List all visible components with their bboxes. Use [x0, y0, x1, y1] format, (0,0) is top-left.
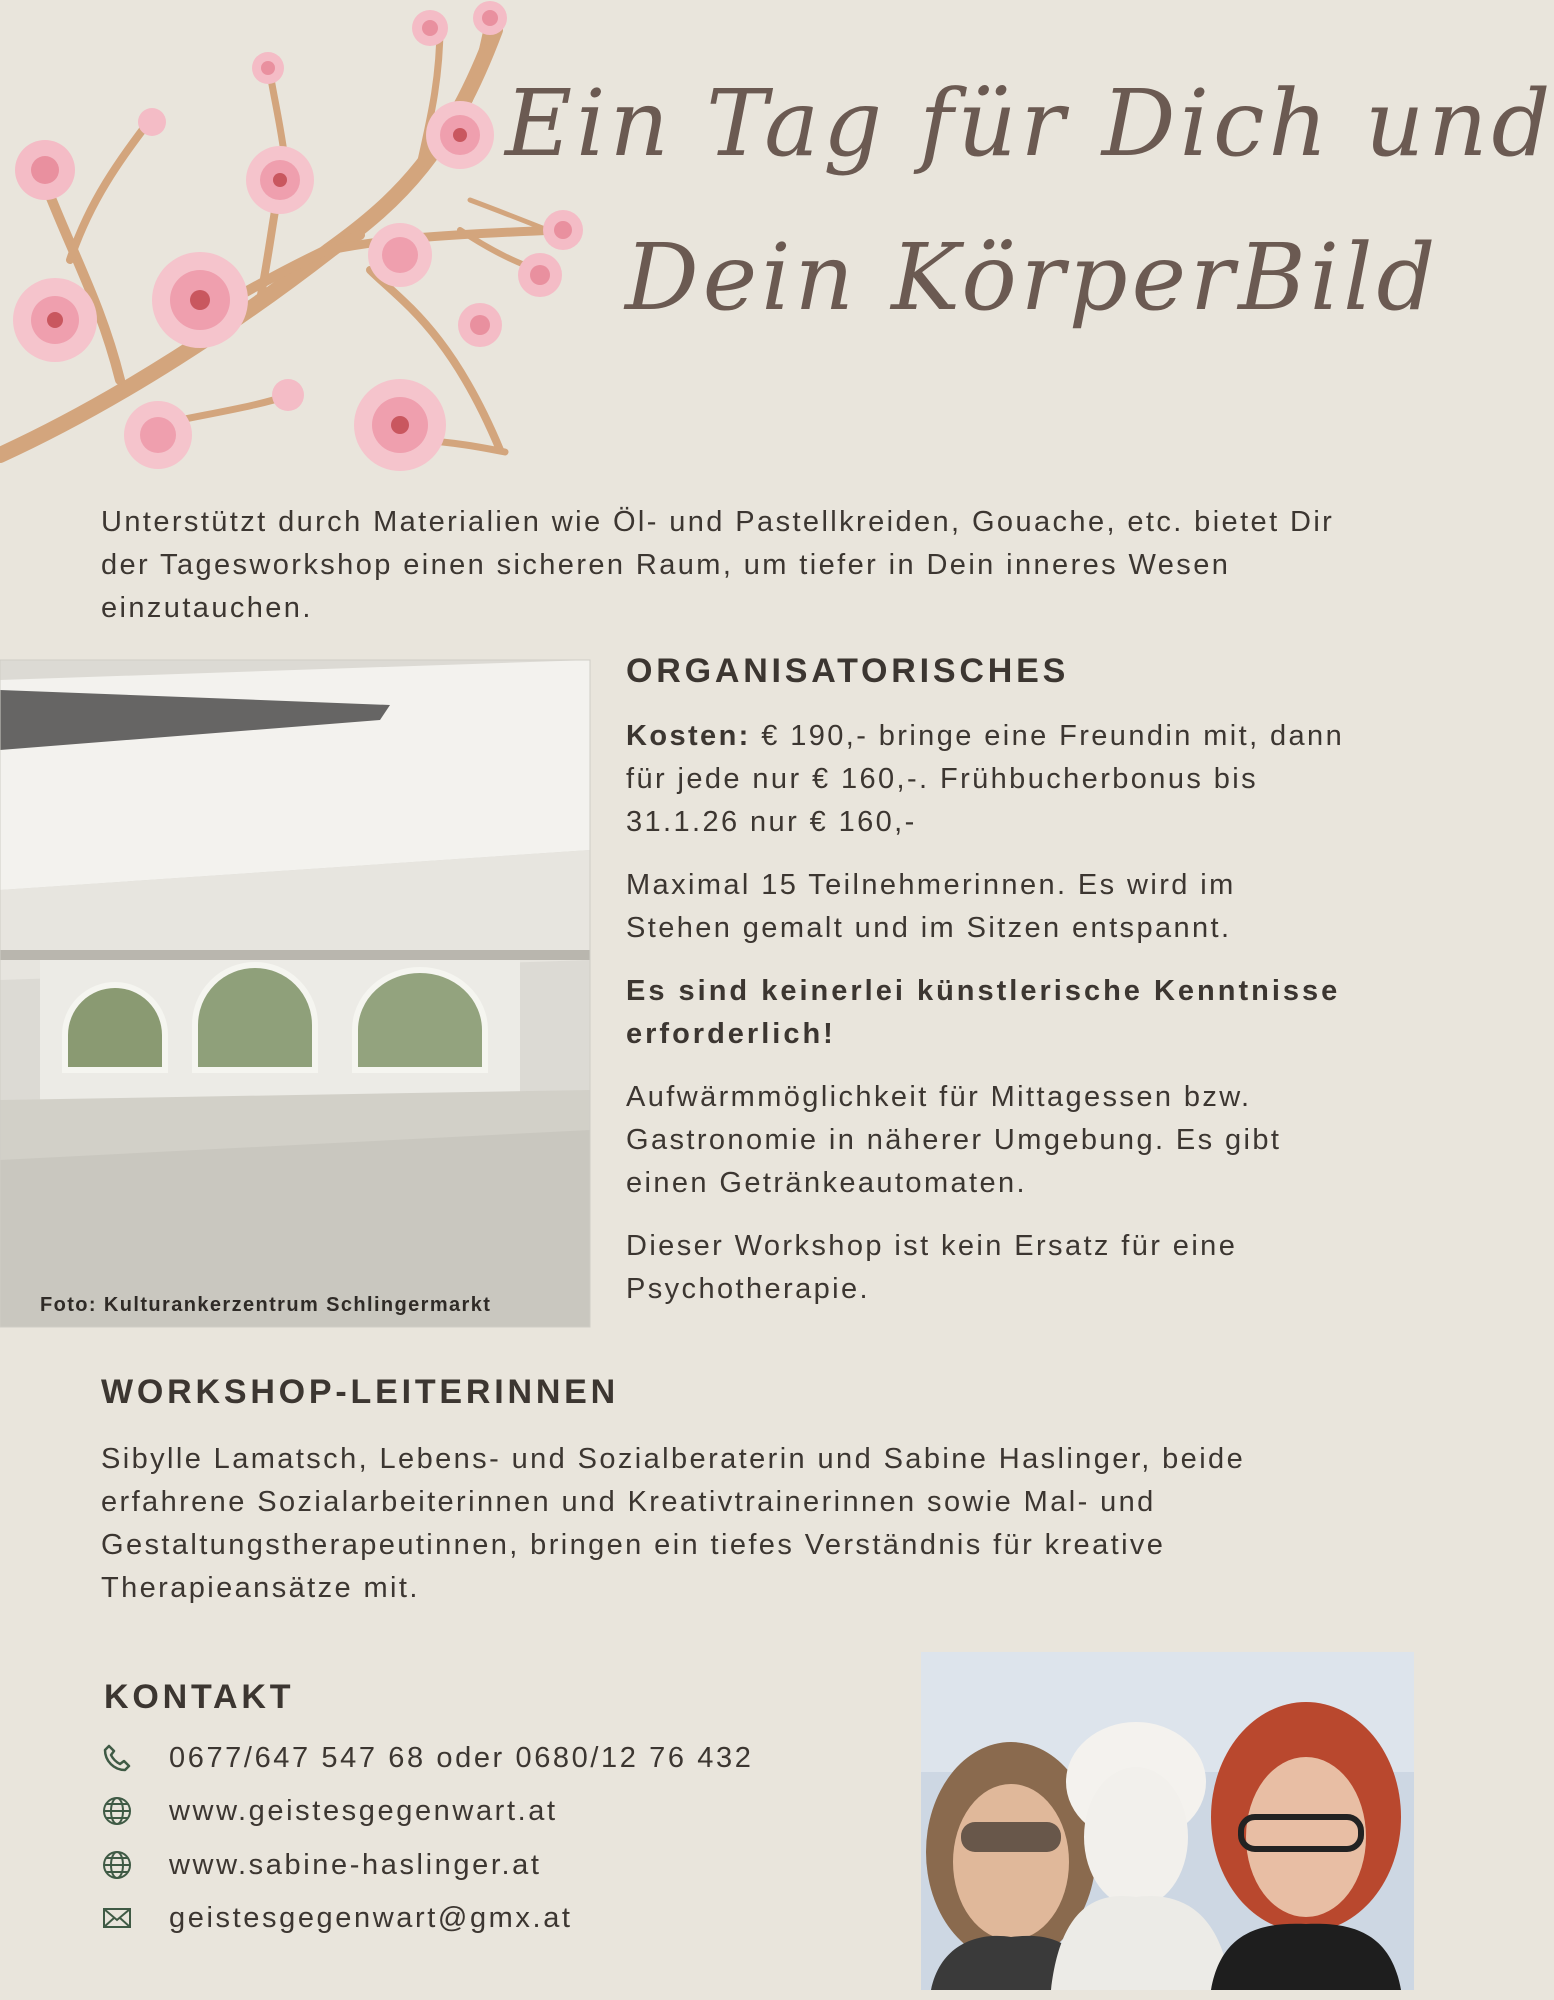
- contact-heading: KONTAKT: [104, 1678, 295, 1716]
- food-paragraph: Aufwärmmöglichkeit für Mittagessen bzw. Gastronomie in näherer Umgebung. Es gibt einen Getränkeautomaten.: [626, 1081, 1282, 1199]
- venue-photo: [0, 660, 590, 1327]
- contact-website-sabine-haslinger[interactable]: www.sabine-haslinger.at: [169, 1849, 542, 1881]
- title-line-1: Ein Tag für Dich und: [505, 70, 1554, 177]
- cost-label: Kosten:: [626, 720, 751, 752]
- contact-website-geistesgegenwart[interactable]: www.geistesgegenwart.at: [169, 1795, 558, 1827]
- contact-website2-row: [101, 1843, 861, 1887]
- leaders-photo: [921, 1652, 1414, 1990]
- organisation-heading: ORGANISATORISCHES: [626, 652, 1070, 690]
- organisation-section: [626, 715, 1346, 1331]
- intro-paragraph: Unterstützt durch Materialien wie Öl- und Pastellkreiden, Gouache, etc. bietet Dir der Tagesworkshop einen sicheren Raum, um tiefer in Dein inneres Wesen einzutauchen.: [101, 506, 1335, 624]
- mail-icon: [101, 1902, 133, 1934]
- contact-phone-row: [101, 1736, 861, 1780]
- title-line-2: Dein KörperBild: [625, 224, 1440, 331]
- globe-icon: [101, 1849, 133, 1881]
- globe-icon: [101, 1795, 133, 1827]
- phone-icon: [101, 1742, 133, 1774]
- disclaimer-paragraph: Dieser Workshop ist kein Ersatz für eine Psychotherapie.: [626, 1230, 1238, 1305]
- contact-email-row: [101, 1896, 861, 1940]
- photo-credit: Foto: Kulturankerzentrum Schlingermarkt: [40, 1294, 492, 1316]
- no-skills-paragraph: Es sind keinerlei künstlerische Kenntnisse erforderlich!: [626, 975, 1341, 1050]
- cost-paragraph: [626, 715, 1346, 844]
- contact-website1-row: [101, 1789, 861, 1833]
- leaders-heading: WORKSHOP-LEITERINNEN: [101, 1373, 619, 1411]
- contact-email[interactable]: geistesgegenwart@gmx.at: [169, 1902, 573, 1934]
- contact-phone[interactable]: 0677/647 547 68 oder 0680/12 76 432: [169, 1742, 754, 1774]
- participants-paragraph: Maximal 15 Teilnehmerinnen. Es wird im Stehen gemalt und im Sitzen entspannt.: [626, 869, 1236, 944]
- cost-text: € 190,- bringe eine Freundin mit, dann für jede nur € 160,-. Frühbucherbonus bis 31.1.26 nur € 160,-: [626, 720, 1345, 838]
- leaders-paragraph: Sibylle Lamatsch, Lebens- und Sozialberaterin und Sabine Haslinger, beide erfahrene Sozialarbeiterinnen und Kreativtrainerinnen sowie Mal- und Gestaltungstherapeutinnen, bringen ein tiefes Verständnis für kreative Therapieansätze mit.: [101, 1443, 1246, 1604]
